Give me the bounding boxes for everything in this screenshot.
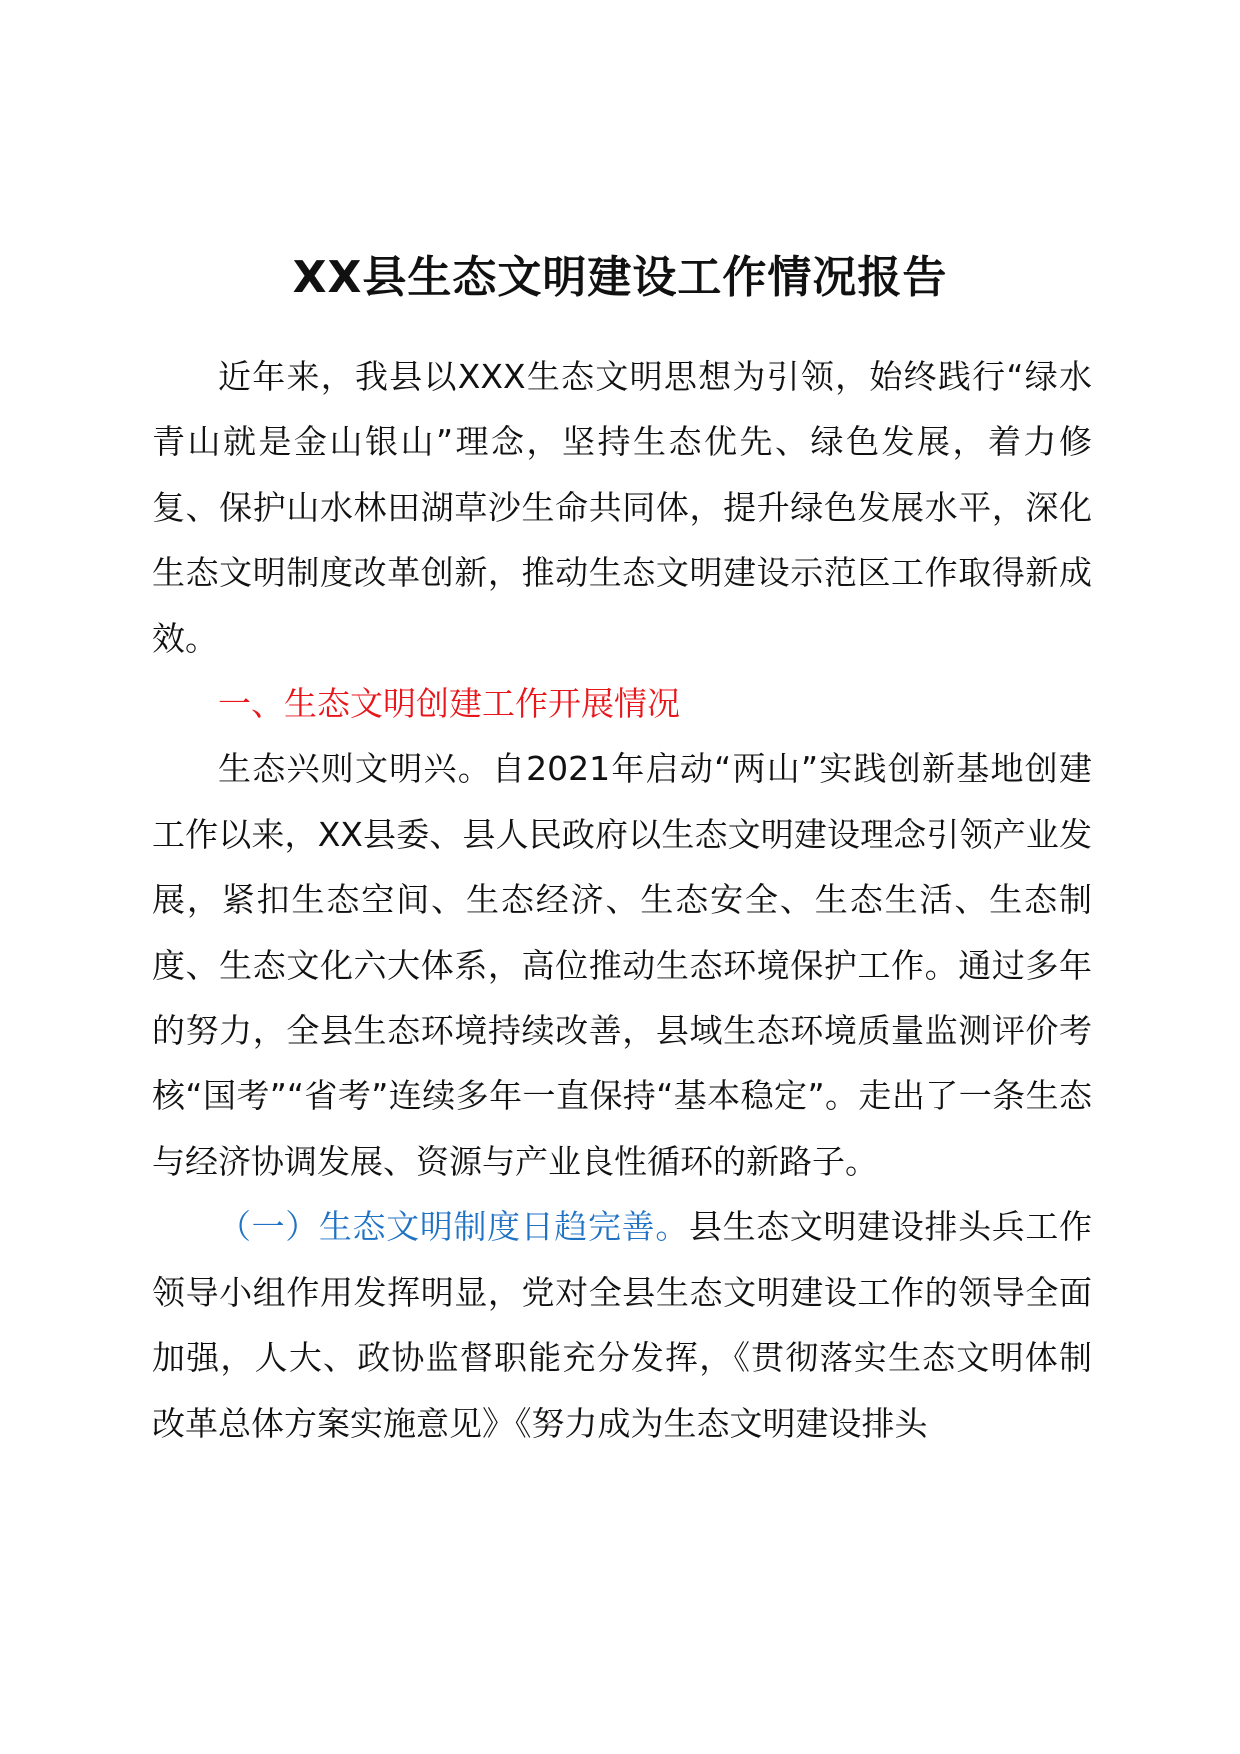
section-1-paragraph: 生态兴则文明兴。自2021年启动“两山”实践创新基地创建工作以来，XX县委、县人民政府以生态文明建设理念引领产业发展，紧扣生态空间、生态经济、生态安全、生态生活、生态制度、生态文化六大体系，高位推动生态环境保护工作。通过多年的努力，全县生态环境持续改善，县域生态环境质量监测评价考核“国考”“省考”连续多年一直保持“基本稳定”。走出了一条生态与经济协调发展、资源与产业良性循环的新路子。: [152, 749, 1092, 1181]
section-1-heading: 一、生态文明创建工作开展情况: [218, 684, 680, 724]
subsection-1-text: 县生态文明建设排头兵工作领导小组作用发挥明显，党对全县生态文明建设工作的领导全面加强，人大、政协监督职能充分发挥，《贯彻落实生态文明体制改革总体方案实施意见》《努力成为生态文明建设排头: [152, 1207, 1093, 1443]
document-title: XX县生态文明建设工作情况报告: [292, 252, 948, 303]
document-body: [152, 344, 1092, 1456]
subsection-1-paragraph: [152, 1194, 1092, 1456]
intro-paragraph: 近年来，我县以XXX生态文明思想为引领，始终践行“绿水青山就是金山银山”理念，坚持生态优先、绿色发展，着力修复、保护山水林田湖草沙生命共同体，提升绿色发展水平，深化生态文明制度改革创新，推动生态文明建设示范区工作取得新成效。: [152, 357, 1092, 658]
subsection-1-heading: （一）生态文明制度日趋完善。: [218, 1207, 689, 1247]
